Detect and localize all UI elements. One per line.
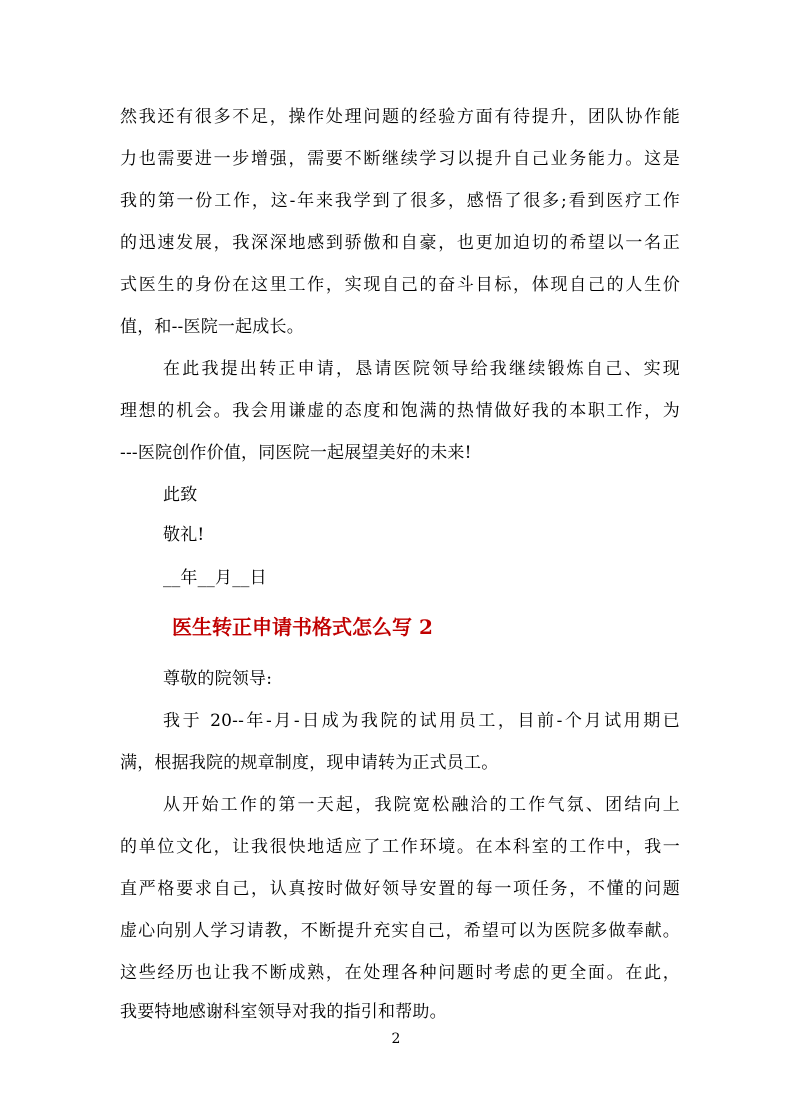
paragraph-1-line-6: 值，和--医院一起成长。 bbox=[120, 317, 304, 337]
paragraph-1-line-4: 的迅速发展，我深深地感到骄傲和自豪，也更加迫切的希望以一名正 bbox=[120, 233, 680, 253]
paragraph-2-line-2: 理想的机会。我会用谦虚的态度和饱满的热情做好我的本职工作，为 bbox=[120, 401, 680, 421]
paragraph-1-line-5: 式医生的身份在这里工作，实现自己的奋斗目标，体现自己的人生价 bbox=[120, 275, 680, 295]
paragraph-4-line-3: 直严格要求自己，认真按时做好领导安置的每一项任务，不懂的问题 bbox=[120, 879, 680, 899]
closing-date: __年__月__日 bbox=[163, 568, 267, 588]
paragraph-3-line-1: 我于 20--年-月-日成为我院的试用员工，目前-个月试用期已 bbox=[163, 711, 680, 731]
paragraph-1-line-2: 力也需要进一步增强，需要不断继续学习以提升自己业务能力。这是 bbox=[120, 149, 680, 169]
paragraph-1-line-1: 然我还有很多不足，操作处理问题的经验方面有待提升，团队协作能 bbox=[120, 107, 680, 127]
paragraph-1-line-3: 我的第一份工作，这-年来我学到了很多，感悟了很多;看到医疗工作 bbox=[120, 191, 680, 211]
page-number: 2 bbox=[391, 1031, 401, 1047]
paragraph-4-line-5: 这些经历也让我不断成熟，在处理各种问题时考虑的更全面。在此， bbox=[120, 963, 680, 983]
section-heading: 医生转正申请书格式怎么写 2 bbox=[172, 615, 433, 639]
paragraph-4-line-6: 我要特地感谢科室领导对我的指引和帮助。 bbox=[120, 1002, 447, 1022]
closing-line-2: 敬礼! bbox=[163, 525, 205, 545]
paragraph-2-line-1: 在此我提出转正申请，恳请医院领导给我继续锻炼自己、实现 bbox=[163, 359, 680, 379]
paragraph-3-line-2: 满，根据我院的规章制度，现申请转为正式员工。 bbox=[120, 753, 499, 773]
closing-line-1: 此致 bbox=[163, 485, 198, 505]
paragraph-4-line-1: 从开始工作的第一天起，我院宽松融洽的工作气氛、团结向上 bbox=[163, 795, 680, 815]
paragraph-4-line-4: 虚心向别人学习请教，不断提升充实自己，希望可以为医院多做奉献。 bbox=[120, 921, 680, 941]
paragraph-4-line-2: 的单位文化，让我很快地适应了工作环境。在本科室的工作中，我一 bbox=[120, 837, 680, 857]
paragraph-2-line-3: ---医院创作价值，同医院一起展望美好的未来! bbox=[120, 443, 472, 463]
salutation: 尊敬的院领导: bbox=[163, 669, 273, 689]
